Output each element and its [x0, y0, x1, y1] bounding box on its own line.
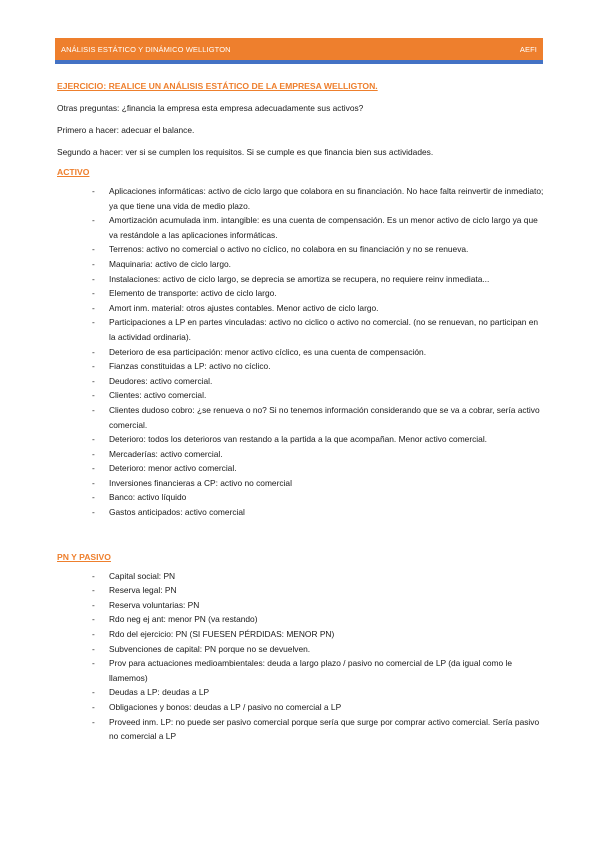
header-course-label: AEFI — [519, 45, 537, 54]
activo-list-item: - Fianzas constituidas a LP: activo no cíclico. — [57, 359, 545, 374]
activo-list-item: - Inversiones financieras a CP: activo no comercial — [57, 476, 545, 491]
pn-pasivo-list-item: - Deudas a LP: deudas a LP — [57, 685, 545, 700]
paragraph-second-step: Segundo a hacer: ver si se cumplen los requisitos. Si se cumple es que financia bien sus actividades. — [57, 147, 434, 157]
activo-list-item: - Clientes: activo comercial. — [57, 388, 545, 403]
activo-list-item: - Elemento de transporte: activo de ciclo largo. — [57, 286, 545, 301]
pn-pasivo-heading: PN Y PASIVO — [57, 551, 111, 562]
activo-list-item: - Deterioro: todos los deterioros van restando a la partida a la que acompañan. Menor activo comercial. — [57, 432, 545, 447]
activo-list-item: - Instalaciones: activo de ciclo largo, se deprecia se amortiza se recupera, no requiere reinv inmediata... — [57, 272, 545, 287]
pn-pasivo-list — [57, 569, 545, 744]
activo-list-item: - Terrenos: activo no comercial o activo no cíclico, no colabora en su financiación y no se renueva. — [57, 242, 545, 257]
activo-list-item: - Banco: activo líquido — [57, 490, 545, 505]
header-title: ANÁLISIS ESTÁTICO Y DINÁMICO WELLIGTON — [61, 45, 231, 54]
activo-list-item: - Gastos anticipados: activo comercial — [57, 505, 545, 520]
pn-pasivo-list-item: - Reserva voluntarias: PN — [57, 598, 545, 613]
document-body — [57, 80, 545, 744]
pn-pasivo-list-item: - Reserva legal: PN — [57, 583, 545, 598]
pn-pasivo-list-item: - Capital social: PN — [57, 569, 545, 584]
paragraph-first-step: Primero a hacer: adecuar el balance. — [57, 125, 195, 135]
pn-pasivo-list-item: - Subvenciones de capital: PN porque no se devuelven. — [57, 642, 545, 657]
activo-list-item: - Participaciones a LP en partes vinculadas: activo no ciclico o activo no comercial. (no se renuevan, no participan en la actividad ordinaria). — [57, 315, 545, 344]
exercise-heading: EJERCICIO: REALICE UN ANÁLISIS ESTÁTICO DE LA EMPRESA WELLIGTON. — [57, 81, 378, 91]
paragraph-questions: Otras preguntas: ¿financia la empresa esta empresa adecuadamente sus activos? — [57, 103, 364, 113]
pn-pasivo-list-item: - Rdo del ejercicio: PN (SI FUESEN PÉRDIDAS: MENOR PN) — [57, 627, 545, 642]
activo-list-item: - Maquinaria: activo de ciclo largo. — [57, 257, 545, 272]
pn-pasivo-list-item: - Obligaciones y bonos: deudas a LP / pasivo no comercial a LP — [57, 700, 545, 715]
activo-list-item: - Deudores: activo comercial. — [57, 374, 545, 389]
activo-heading: ACTIVO — [57, 167, 90, 177]
activo-list-item: - Deterioro de esa participación: menor activo cíclico, es una cuenta de compensación. — [57, 345, 545, 360]
activo-list-item: - Amort inm. material: otros ajustes contables. Menor activo de ciclo largo. — [57, 301, 545, 316]
header-rule — [55, 60, 543, 64]
page-header — [55, 38, 543, 60]
activo-list-item: - Mercaderías: activo comercial. — [57, 447, 545, 462]
pn-pasivo-list-item: - Rdo neg ej ant: menor PN (va restando) — [57, 612, 545, 627]
activo-list-item: - Aplicaciones informáticas: activo de ciclo largo que colabora en su financiación. No hace falta reinvertir de inmediato; ya que tiene una vida de medio plazo. — [57, 184, 545, 213]
activo-list — [57, 184, 545, 520]
activo-list-item: - Clientes dudoso cobro: ¿se renueva o no? Si no tenemos información considerando que se va a cobrar, sería activo comercial. — [57, 403, 545, 432]
pn-pasivo-list-item: - Prov para actuaciones medioambientales: deuda a largo plazo / pasivo no comercial de LP (da igual como le llamemos) — [57, 656, 545, 685]
activo-list-item: - Amortización acumulada inm. intangible: es una cuenta de compensación. Es un menor activo de ciclo largo ya que va restándole a las aplicaciones informáticas. — [57, 213, 545, 242]
pn-pasivo-list-item: - Proveed inm. LP: no puede ser pasivo comercial porque sería que surge por comprar activo comercial. Sería pasivo no comercial a LP — [57, 715, 545, 744]
activo-list-item: - Deterioro: menor activo comercial. — [57, 461, 545, 476]
